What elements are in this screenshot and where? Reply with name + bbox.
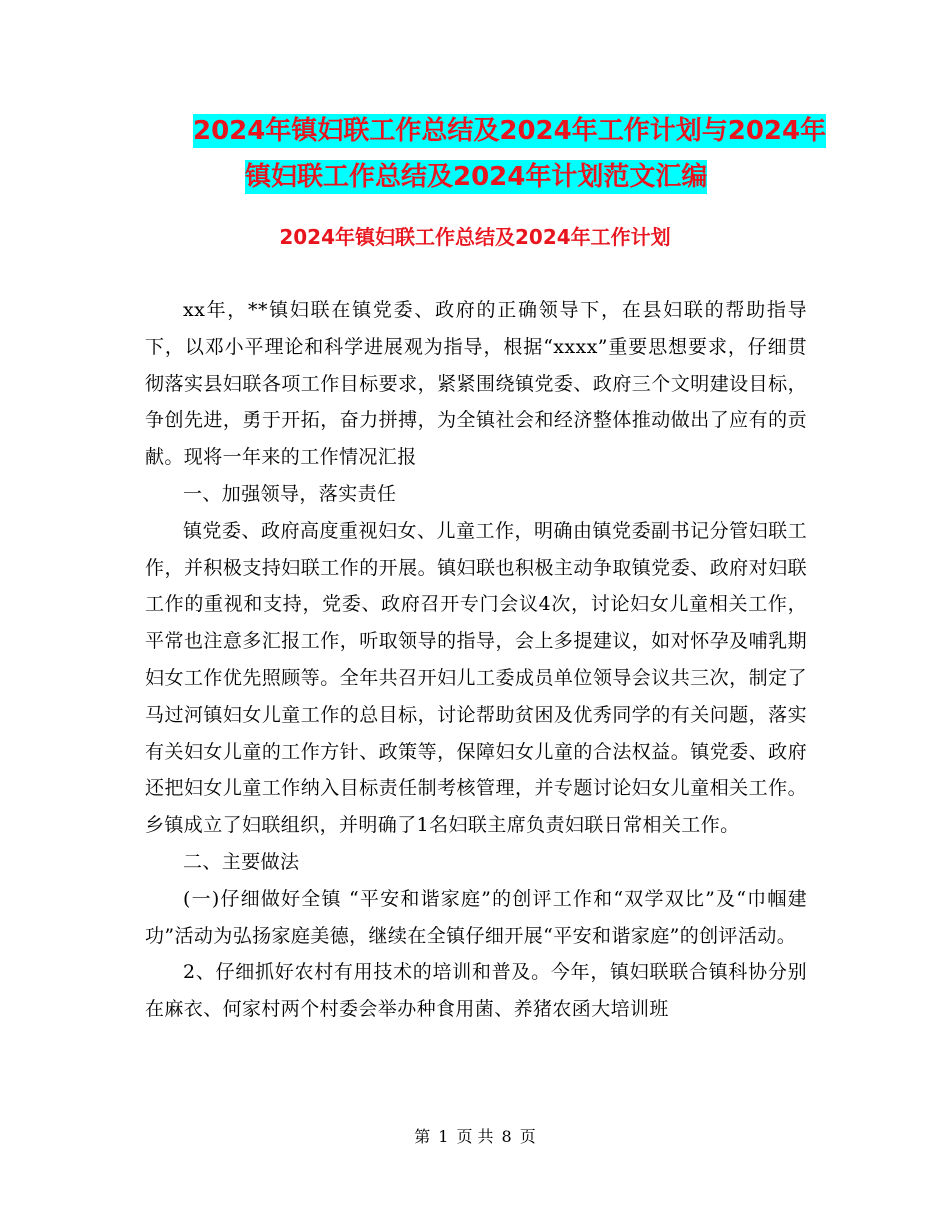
section-heading: 一、加强领导，落实责任 <box>183 482 397 505</box>
section-title: 2024年镇妇联工作总结及2024年工作计划 <box>279 225 671 249</box>
body-text <box>145 292 807 1028</box>
footer-total-pages: 8 <box>501 1127 512 1146</box>
paragraph: xx年，**镇妇联在镇党委、政府的正确领导下，在县妇联的帮助指导下，以邓小平理论和科学进展观为指导，根据“xxxx”重要思想要求，仔细贯彻落实县妇联各项工作目标要求，紧紧围绕镇党委、政府三个文明建设目标，争创先进，勇于开拓，奋力拼搏，为全镇社会和经济整体推动做出了应有的贡献。现将一年来的工作情况汇报 <box>145 299 807 469</box>
main-title <box>140 108 830 200</box>
paragraph: 镇党委、政府高度重视妇女、儿童工作，明确由镇党委副书记分管妇联工作，并积极支持妇联工作的开展。镇妇联也积极主动争取镇党委、政府对妇联工作的重视和支持，党委、政府召开专门会议4次，讨论妇女儿童相关工作，平常也注意多汇报工作，听取领导的指导，会上多提建议，如对怀孕及哺乳期妇女工作优先照顾等。全年共召开妇儿工委成员单位领导会议共三次，制定了马过河镇妇女儿童工作的总目标，讨论帮助贫困及优秀同学的有关问题，落实有关妇女儿童的工作方针、政策等，保障妇女儿童的合法权益。镇党委、政府还把妇女儿童工作纳入目标责任制考核管理，并专题讨论妇女儿童相关工作。乡镇成立了妇联组织，并明确了1名妇联主席负责妇联日常相关工作。 <box>145 519 807 837</box>
section-heading: 二、主要做法 <box>183 850 300 873</box>
footer-middle: 页 共 <box>456 1127 494 1146</box>
paragraph: 2、仔细抓好农村有用技术的培训和普及。今年，镇妇联联合镇科协分别在麻衣、何家村两个村委会举办种食用菌、养猪农函大培训班 <box>145 961 807 1021</box>
main-title-line-2: 镇妇联工作总结及2024年计划范文汇编 <box>245 162 708 192</box>
footer-prefix: 第 <box>414 1127 431 1146</box>
main-title-line-1: 2024年镇妇联工作总结及2024年工作计划与2024年 <box>193 116 827 146</box>
footer-page-number: 1 <box>438 1127 449 1146</box>
page-footer <box>0 1124 950 1147</box>
footer-suffix: 页 <box>519 1127 536 1146</box>
paragraph: (一)仔细做好全镇 “平安和谐家庭”的创评工作和“双学双比”及“巾帼建功”活动为弘扬家庭美德，继续在全镇仔细开展“平安和谐家庭”的创评活动。 <box>145 887 807 947</box>
